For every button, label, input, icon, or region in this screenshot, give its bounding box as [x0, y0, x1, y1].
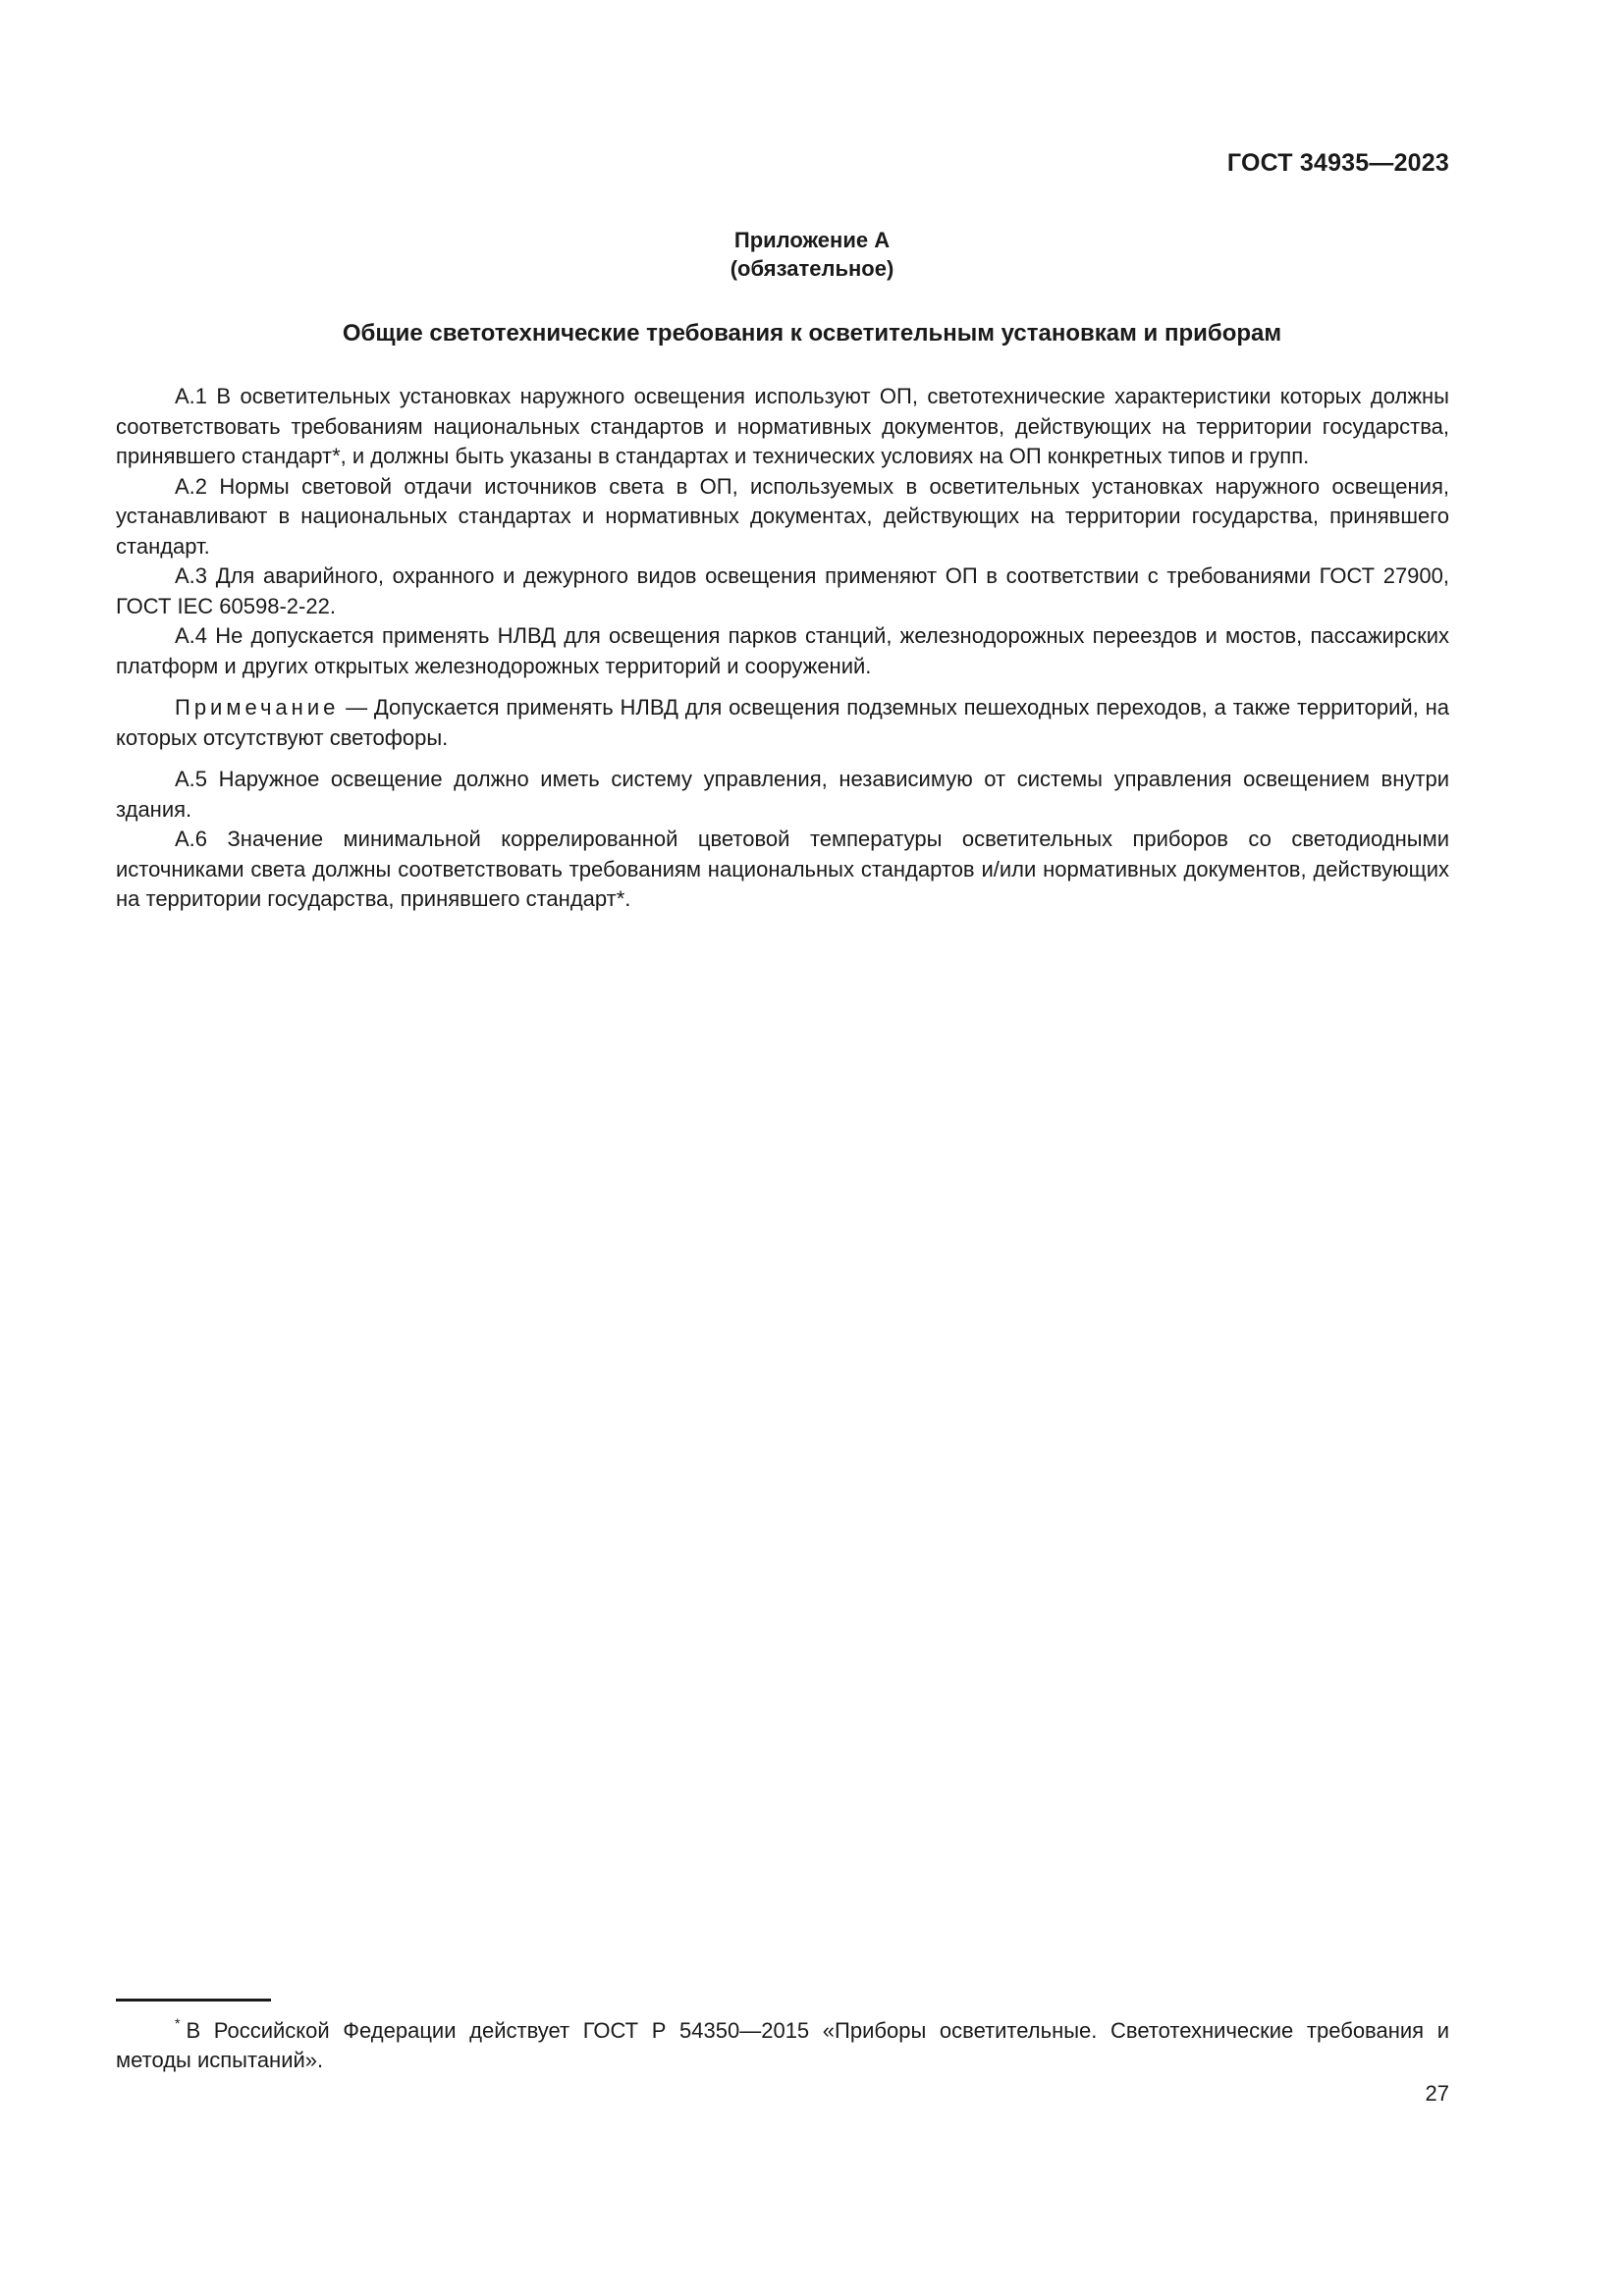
section-title: Общие светотехнические требования к осветительным установкам и приборам — [342, 320, 1282, 347]
footnote — [116, 2008, 1449, 2075]
footnote-marker: * — [175, 2015, 181, 2031]
footnote-text: В Российской Федерации действует ГОСТ Р 54350—2015 «Приборы осветительные. Светотехнические требования и методы испытаний». — [116, 2018, 1449, 2072]
paragraph-a1: А.1 В осветительных установках наружного освещения используют ОП, светотехнические характеристики которых должны соответствовать требованиям национальных стандартов и нормативных документов, действующих на территории государства, принявшего стандарт*, и должны быть указаны в стандартах и технических условиях на ОП конкретных типов и групп. — [116, 384, 1449, 468]
body-text — [116, 382, 1449, 915]
paragraph-a6: А.6 Значение минимальной коррелированной цветовой температуры осветительных приборов со светодиодными источниками света должны соответствовать требованиям национальных стандартов и/или нормативных документов, действующих на территории государства, принявшего стандарт*. — [116, 827, 1449, 911]
document-code: ГОСТ 34935—2023 — [1226, 149, 1449, 177]
paragraph-a2: А.2 Нормы световой отдачи источников света в ОП, используемых в осветительных установках наружного освещения, устанавливают в национальных стандартах и нормативных документах, действующих на территории государства, принявшего стандарт. — [116, 473, 1449, 559]
paragraph-a5: А.5 Наружное освещение должно иметь систему управления, независимую от системы управления освещением внутри здания. — [116, 767, 1449, 822]
page-number: 27 — [1425, 2081, 1449, 2106]
footnote-divider — [116, 1999, 271, 2002]
annex-title: Приложение А — [733, 228, 891, 252]
note-text: — Допускается применять НЛВД для освещения подземных пешеходных переходов, а также территорий, на которых отсутствуют светофоры. — [116, 695, 1449, 750]
paragraph-a4: А.4 Не допускается применять НЛВД для освещения парков станций, железнодорожных переездов и мостов, пассажирских платформ и других открытых железнодорожных территорий и сооружений. — [116, 623, 1449, 678]
note-paragraph — [116, 693, 1449, 753]
annex-status: (обязательное) — [730, 256, 894, 281]
note-label: Примечание — [175, 695, 340, 720]
annex-heading — [0, 226, 1624, 283]
paragraph-a3: А.3 Для аварийного, охранного и дежурного видов освещения применяют ОП в соответствии с требованиями ГОСТ 27900, ГОСТ IEC 60598-2-22. — [116, 563, 1449, 618]
